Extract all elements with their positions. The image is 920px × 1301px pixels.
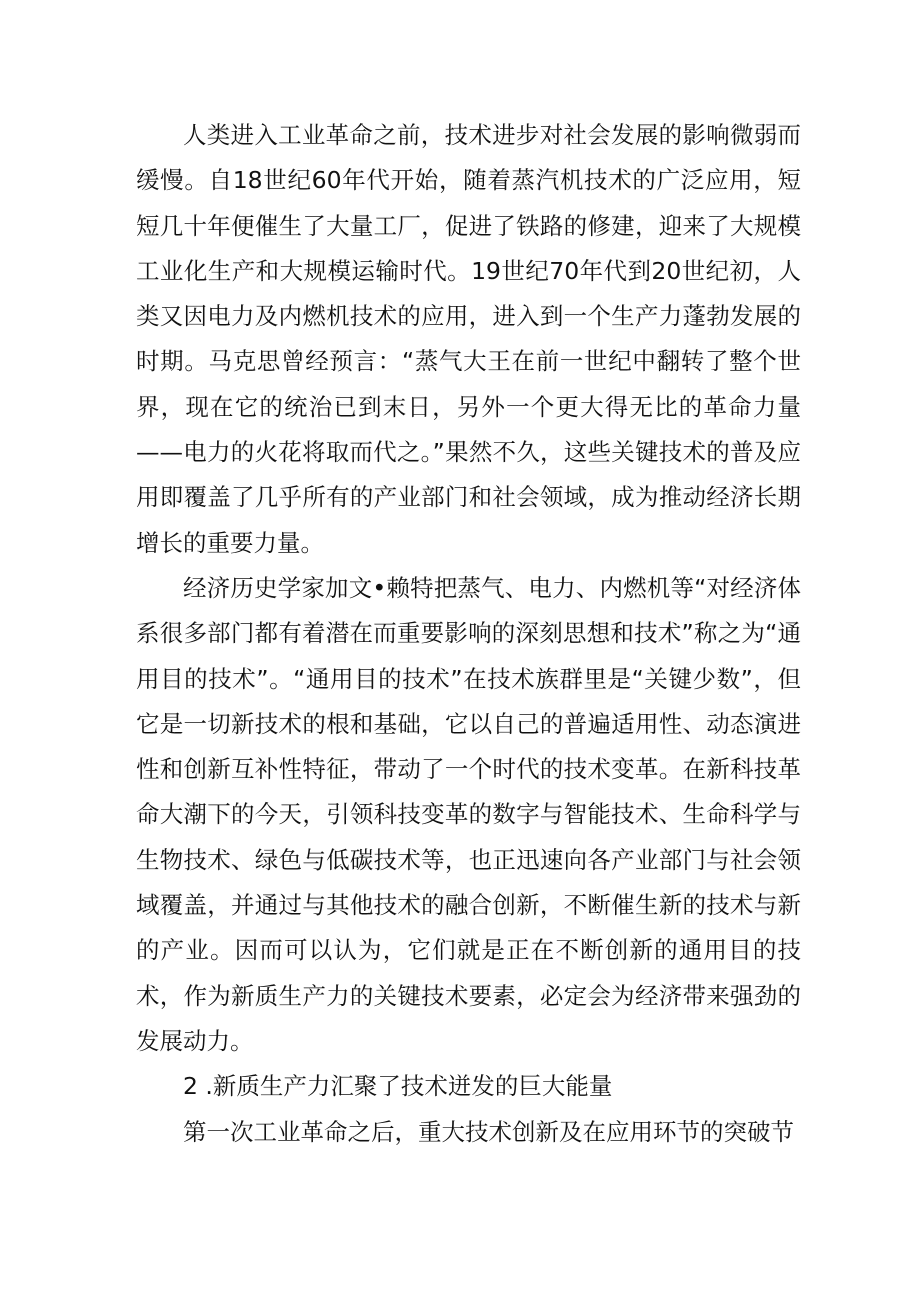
paragraph-general-purpose-technology: 经济历史学家加文•赖特把蒸气、电力、内燃机等“对经济体系很多部门都有着潜在而重要影响的深刻思想和技术”称之为“通用目的技术”。“通用目的技术”在技术族群里是“关键少数”，但它是一切新技术的根和基础，它以自己的普遍适用性、动态演进性和创新互补性特征，带动了一个时代的技术变革。在新科技革命大潮下的今天，引领科技变革的数字与智能技术、生命科学与生物技术、绿色与低碳技术等，也正迅速向各产业部门与社会领域覆盖，并通过与其他技术的融合创新，不断催生新的技术与新的产业。因而可以认为，它们就是正在不断创新的通用目的技术，作为新质生产力的关键技术要素，必定会为经济带来强劲的发展动力。 — [136, 573, 801, 1055]
section-heading: 2 .新质生产力汇聚了技术迸发的巨大能量 — [183, 1072, 613, 1101]
document-body — [136, 113, 801, 1155]
paragraph-after-first-revolution: 第一次工业革命之后，重大技术创新及在应用环节的突破节 — [183, 1117, 794, 1146]
paragraph-industrial-revolution: 人类进入工业革命之前，技术进步对社会发展的影响微弱而缓慢。自18世纪60年代开始，随着蒸汽机技术的广泛应用，短短几十年便催生了大量工厂，促进了铁路的修建，迎来了大规模工业化生产和大规模运输时代。19世纪70年代到20世纪初，人类又因电力及内燃机技术的应用，进入到一个生产力蓬勃发展的时期。马克思曾经预言：“蒸气大王在前一世纪中翻转了整个世界，现在它的统治已到末日，另外一个更大得无比的革命力量——电力的火花将取而代之。”果然不久，这些关键技术的普及应用即覆盖了几乎所有的产业部门和社会领域，成为推动经济长期增长的重要力量。 — [136, 121, 801, 557]
